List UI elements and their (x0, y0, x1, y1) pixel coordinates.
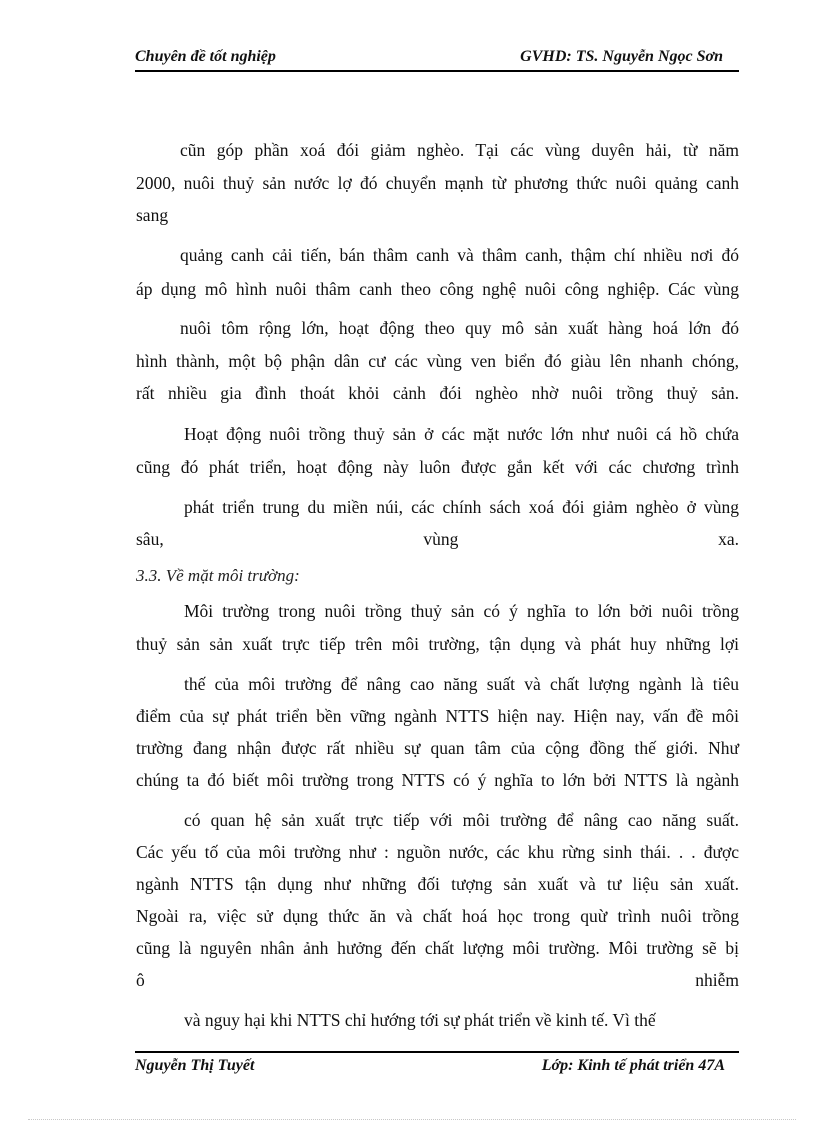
section-heading: 3.3. Về mặt môi trường: (136, 566, 300, 585)
text-line: Hoạt động nuôi trồng thuỷ sản ở các mặt nước lớn như nuôi cá hồ chứa (184, 424, 739, 444)
text-line: chúng ta đó biết môi trường trong NTTS có ý nghĩa to lớn bởi NTTS là ngành (136, 770, 739, 790)
text-line: Ngoài ra, việc sử dụng thức ăn và chất hoá học trong quừ trình nuôi trồng (136, 906, 739, 926)
header-advisor: GVHD: TS. Nguyễn Ngọc Sơn (520, 48, 723, 65)
text-line: sâu, vùng xa. (136, 529, 739, 549)
text-line: quảng canh cải tiến, bán thâm canh và thâm canh, thậm chí nhiều nơi đó (180, 245, 739, 265)
text-line: áp dụng mô hình nuôi thâm canh theo công nghệ nuôi công nghiệp. Các vùng (136, 279, 739, 299)
text-line: cũng là nguyên nhân ảnh hưởng đến chất lượng môi trường. Môi trường sẽ bị (136, 938, 739, 958)
text-line: nuôi tôm rộng lớn, hoạt động theo quy mô sản xuất hàng hoá lớn đó (180, 318, 739, 338)
text-line: 2000, nuôi thuỷ sản nước lợ đó chuyển mạnh từ phương thức nuôi quảng canh (136, 173, 739, 193)
text-line: ngành NTTS tận dụng như những đối tượng sản xuất và tư liệu sản xuất. (136, 874, 739, 894)
text-line: cũng đó phát triển, hoạt động này luôn được gắn kết với các chương trình (136, 457, 739, 477)
text-line: Môi trường trong nuôi trồng thuỷ sản có ý nghĩa to lớn bởi nuôi trồng (184, 601, 739, 621)
text-line: và nguy hại khi NTTS chỉ hướng tới sự phát triển về kinh tế. Vì thế (184, 1010, 656, 1030)
text-line: sang (136, 205, 169, 225)
footer-class: Lớp: Kinh tế phát triển 47A (541, 1057, 725, 1074)
text-line: thế của môi trường để nâng cao năng suất và chất lượng ngành là tiêu (184, 674, 739, 694)
text-line: ô nhiễm (136, 970, 739, 990)
text-line: có quan hệ sản xuất trực tiếp với môi trường để nâng cao năng suất. (184, 810, 739, 830)
text-line: cũn góp phần xoá đói giảm nghèo. Tại các vùng duyên hải, từ năm (180, 140, 739, 160)
text-line: thuỷ sản sản xuất trực tiếp trên môi trường, tận dụng và phát huy những lợi (136, 634, 739, 654)
page-edge-divider (28, 1119, 796, 1120)
text-line: điểm của sự phát triển bền vững ngành NTTS hiện nay. Hiện nay, vấn đề môi (136, 706, 739, 726)
page-footer (135, 1051, 739, 1075)
text-line: hình thành, một bộ phận dân cư các vùng ven biển đó giàu lên nhanh chóng, (136, 351, 739, 371)
page-header (135, 48, 739, 72)
text-line: trường đang nhận được rất nhiều sự quan tâm của cộng đồng thế giới. Như (136, 738, 739, 758)
text-line: phát triển trung du miền núi, các chính sách xoá đói giảm nghèo ở vùng (184, 497, 739, 517)
footer-author: Nguyễn Thị Tuyết (135, 1057, 255, 1074)
header-title: Chuyên đề tốt nghiệp (135, 48, 276, 65)
text-line: Các yếu tố của môi trường như : nguồn nước, các khu rừng sinh thái. . . được (136, 842, 739, 862)
text-line: rất nhiều gia đình thoát khỏi cảnh đói nghèo nhờ nuôi trồng thuỷ sản. (136, 383, 739, 403)
